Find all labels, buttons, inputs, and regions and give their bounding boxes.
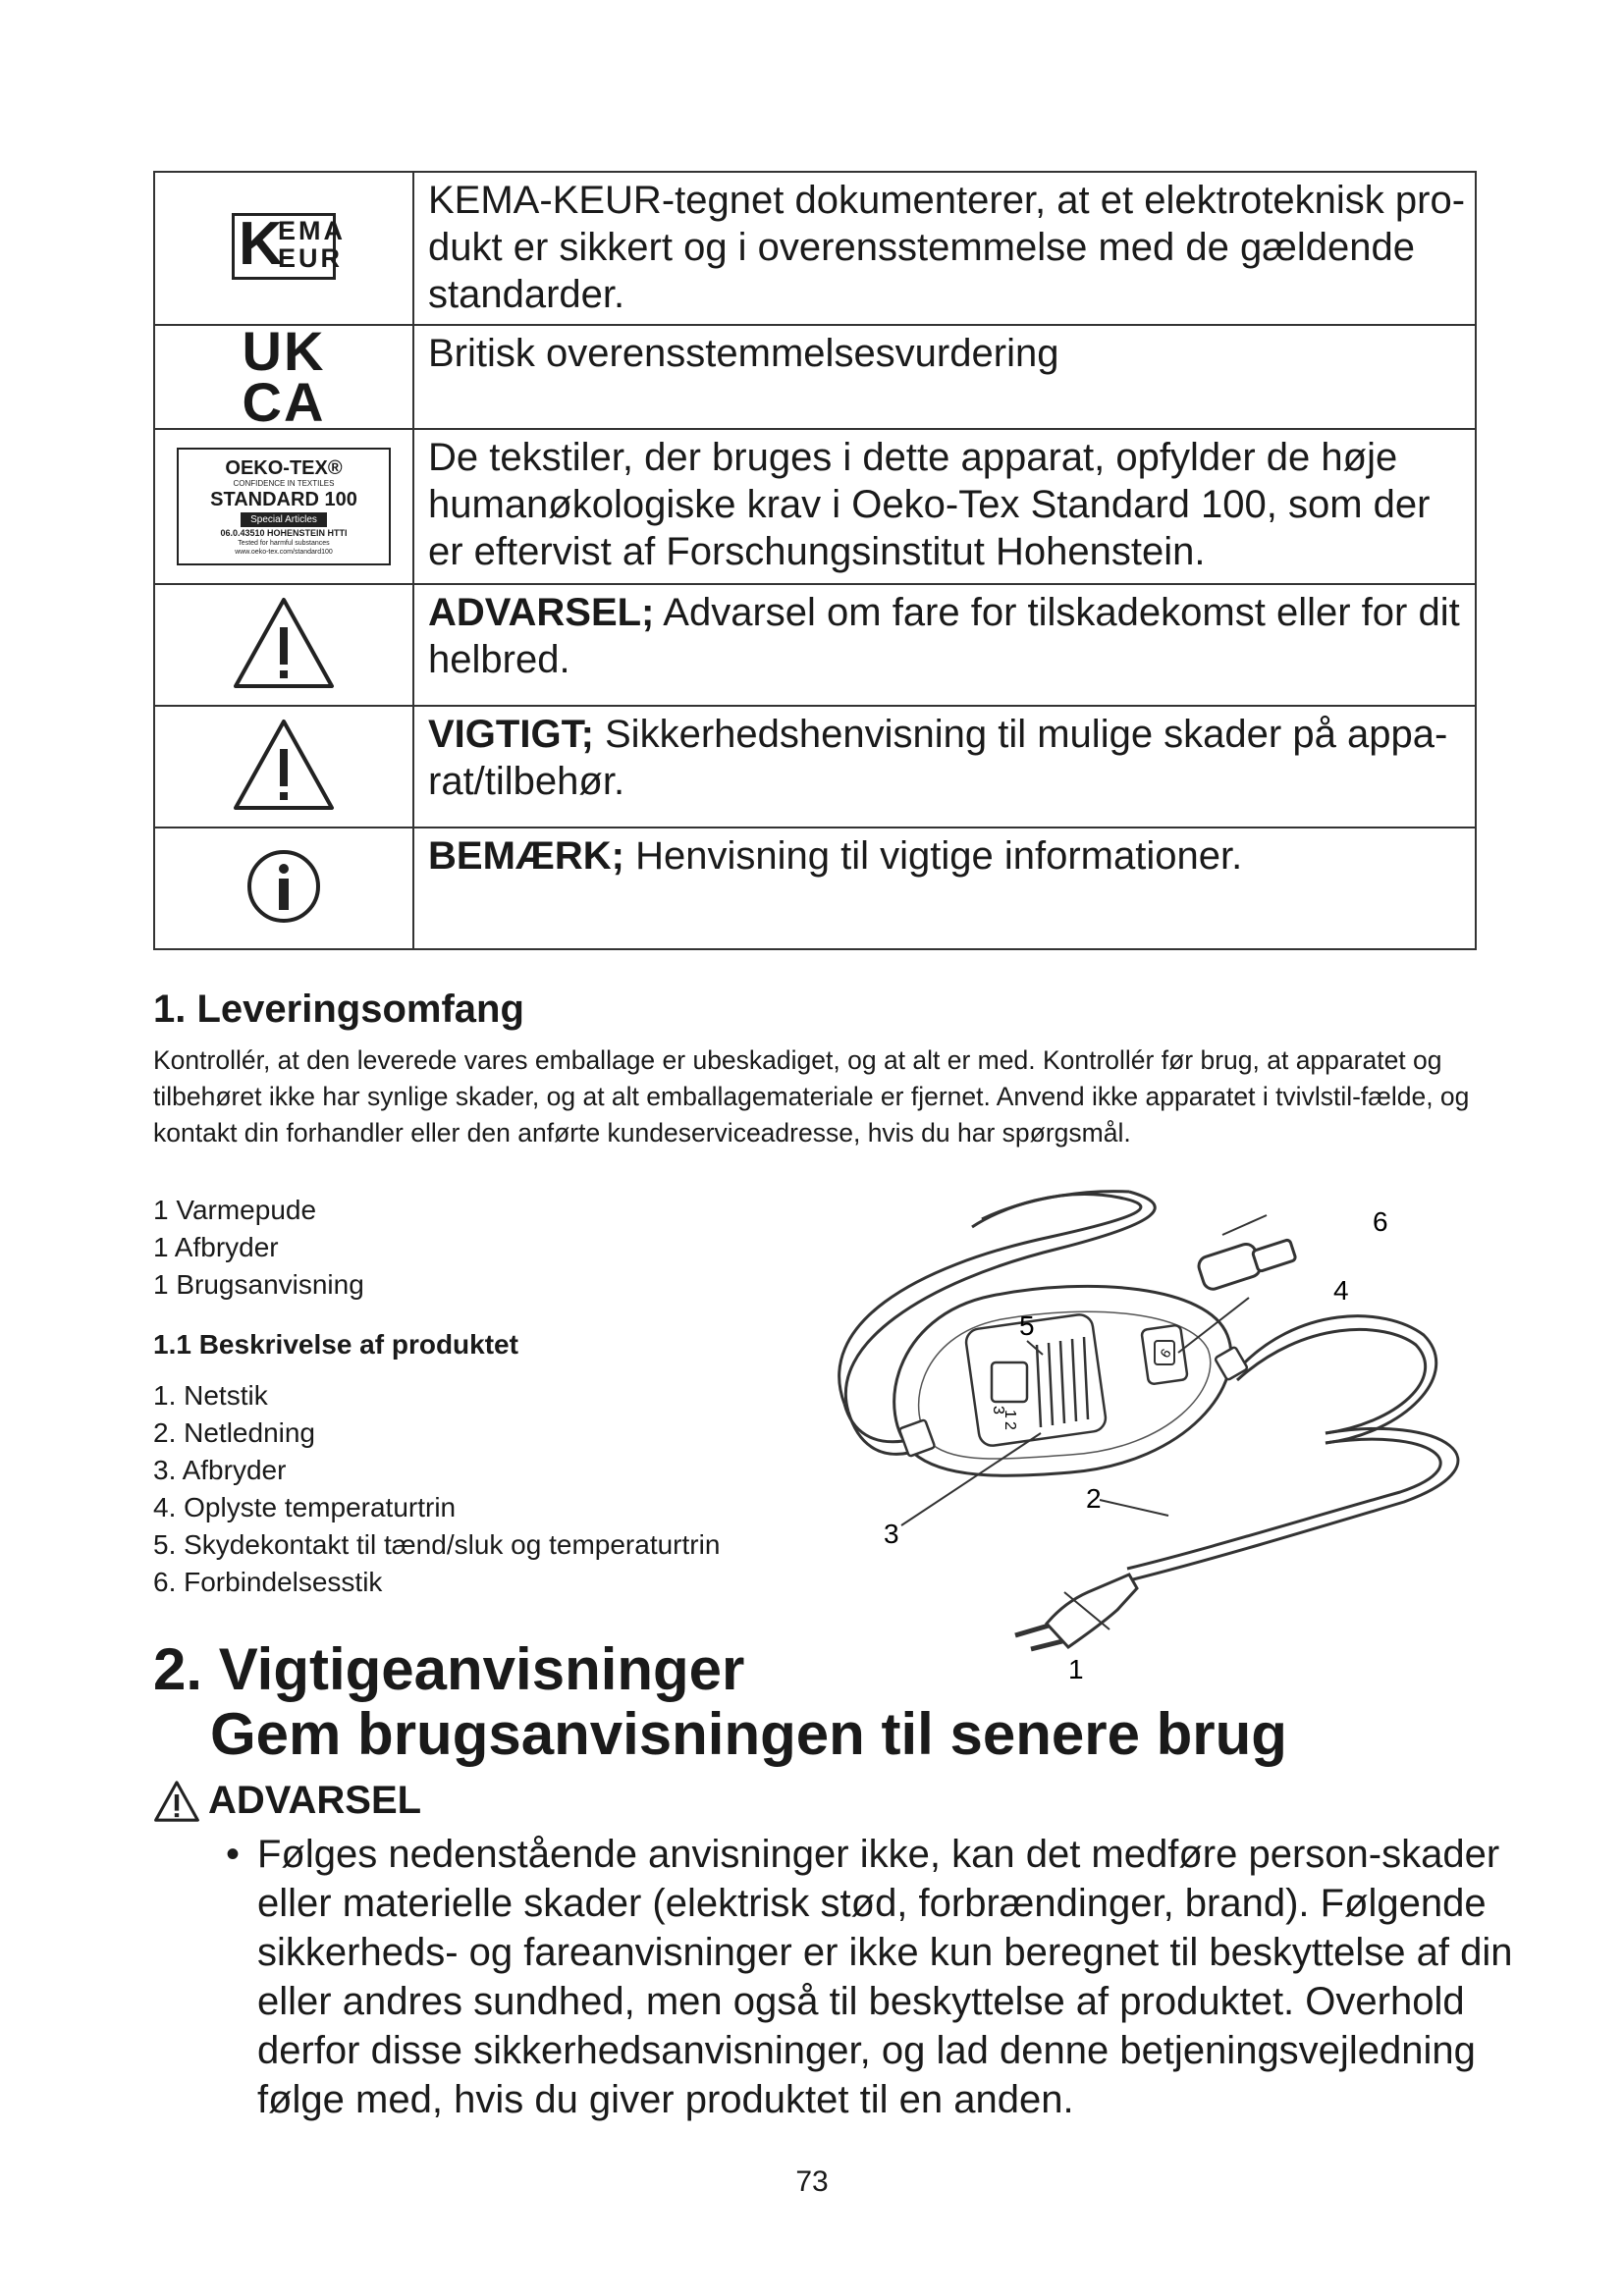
list-item: 4. Oplyste temperaturtrin: [153, 1492, 457, 1522]
list-item: 1. Netstik: [153, 1380, 268, 1411]
list-item: 6. Forbindelsesstik: [153, 1567, 383, 1597]
list-item: 1 Brugsanvisning: [153, 1269, 364, 1300]
list-item: 5. Skydekontakt til tænd/sluk og temperaturtrin: [153, 1529, 721, 1560]
section-heading-vigtige-anvisninger: 2. Vigtigeanvisninger Gem brugsanvisningen til senere brug: [153, 1636, 1287, 1767]
callout-2: 2: [1086, 1483, 1102, 1514]
contents-list: [153, 1192, 364, 1304]
parts-list: [153, 1377, 720, 1601]
warning-label: ADVARSEL: [208, 1779, 422, 1822]
callout-6: 6: [1373, 1206, 1388, 1237]
warning-triangle-icon: [230, 594, 338, 692]
warning-triangle-icon: [230, 716, 338, 814]
symbol-description: Sikkerhedshenvisning til mulige skader på appa-rat/tilbehør.: [428, 713, 1448, 803]
callout-5: 5: [1019, 1310, 1035, 1341]
info-icon: [244, 847, 323, 926]
page-number: 73: [795, 2165, 829, 2198]
switch-mark: 2: [1001, 1421, 1018, 1430]
product-diagram: [835, 1188, 1483, 1684]
list-item: 1 Afbryder: [153, 1232, 279, 1262]
warning-heading: [153, 1779, 421, 1823]
symbol-row-ukca: [154, 325, 1476, 429]
symbol-table: [153, 171, 1477, 950]
symbol-row-bemaerk: [154, 828, 1476, 949]
section-heading-leveringsomfang: 1. Leveringsomfang: [153, 988, 524, 1031]
switch-housing: [894, 1286, 1248, 1475]
callout-4: 4: [1333, 1275, 1349, 1306]
section-intro-text: Kontrollér, at den leverede vares emballage er ubeskadiget, og at alt er med. Kontrollér før brug, at apparatet og tilbehøret ikke har synlige skader, og at alt emballagemateriale er fjernet. Anvend ikke apparatet i tvivlstil-fælde, og kontakt din forhandler eller den anførte kundeserviceadresse, hvis du har spørgsmål.: [153, 1045, 1470, 1148]
symbol-description: Henvisning til vigtige informationer.: [623, 834, 1243, 878]
ukca-logo: UK CA: [242, 320, 326, 433]
symbol-row-kema: [154, 172, 1476, 325]
indicator-mark: 6: [1156, 1346, 1174, 1361]
symbol-row-oeko-tex: [154, 429, 1476, 584]
list-item: 3. Afbryder: [153, 1455, 287, 1485]
symbol-row-vigtigt: [154, 706, 1476, 828]
symbol-description: Advarsel om fare for tilskadekomst eller for dit helbred.: [428, 591, 1460, 681]
sub-heading-product-description: 1.1 Beskrivelse af produktet: [153, 1329, 518, 1360]
warning-triangle-icon: [153, 1780, 200, 1823]
list-item: 2. Netledning: [153, 1417, 316, 1448]
switch-mark: 1: [1001, 1410, 1018, 1418]
power-cable: [1129, 1428, 1458, 1580]
symbol-keyword: BEMÆRK;: [428, 834, 624, 878]
warning-bullet-text: • Følges nedenstående anvisninger ikke, kan det medføre person-skader eller materielle skader (elektrisk stød, forbrændinger, brand). Følgende sikkerheds- og fareanvisninger er ikke kun beregnet til beskyttelse af din eller andres sundhed, men også til beskyttelse af produktet. Overhold derfor disse sikkerhedsanvisninger, og lad denne betjeningsvejledning følge med, hvis du giver produktet til en anden.: [226, 1830, 1524, 2124]
callout-1: 1: [1068, 1654, 1084, 1684]
symbol-description: De tekstiler, der bruges i dette apparat, opfylder de høje humanøkologiske krav i Oeko-Tex Standard 100, som der er eftervist af Forschungsinstitut Hohenstein.: [428, 436, 1431, 573]
symbol-keyword: VIGTIGT;: [428, 713, 594, 756]
symbol-keyword: ADVARSEL;: [428, 591, 655, 634]
connector-plug: [1196, 1239, 1296, 1291]
symbol-row-advarsel: [154, 584, 1476, 706]
oeko-tex-label: OEKO-TEX® CONFIDENCE IN TEXTILES STANDARD 100 Special Articles 06.0.43510 HOHENSTEIN HTTI Tested for harmful substances www.oeko-tex.com/standard100: [177, 448, 391, 565]
symbol-description: Britisk overensstemmelsesvurdering: [428, 332, 1059, 375]
switch-mark: 3: [990, 1406, 1006, 1415]
symbol-description: KEMA-KEUR-tegnet dokumenterer, at et elektroteknisk pro-dukt er sikkert og i overensstemmelse med de gældende standarder.: [428, 179, 1466, 316]
kema-keur-logo: K EMA EUR: [232, 213, 336, 280]
list-item: 1 Varmepude: [153, 1195, 317, 1225]
callout-3: 3: [884, 1519, 899, 1549]
